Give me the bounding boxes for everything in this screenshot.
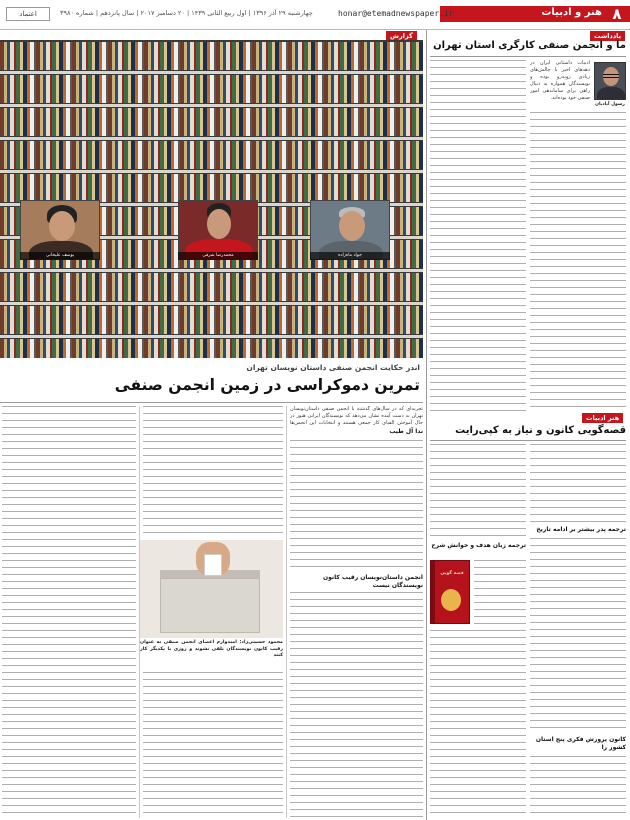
- report-tag: گزارش: [386, 31, 417, 41]
- art-literature-tag: هنر ادبیات: [582, 413, 623, 423]
- sidebar-title: ما و انجمن صنفی کارگری استان تهران: [433, 40, 626, 51]
- story-intro: تجربه‌ای که در سال‌های گذشته با انجمن صنفی داستان‌نویسان تهران به دست آمده نشان می‌دهد که نویسندگان ایرانی هنوز در حال آموختن الفبای کار جمعی هستند و انتخابات این انجمن‌ها: [290, 406, 423, 426]
- second-column-left-a: [430, 444, 526, 538]
- sidebar-divider: [426, 30, 427, 820]
- portrait-right-caption: جواد ماه‌زاده: [310, 252, 390, 260]
- shelf-plank: [0, 104, 423, 107]
- ballot-box-caption: محمود حسینی‌زاد: امیدوارم اعضای انجمن صنفی به عنوان رقیب کانون نویسندگان تلقی نشوند و روزی با یکدیگر کار کنند: [140, 640, 283, 659]
- author-photo: [594, 62, 626, 100]
- story-column-2b: [143, 672, 283, 818]
- story-column-2a: [143, 406, 283, 534]
- column-divider: [139, 406, 140, 818]
- portrait-center-caption: محمدرضا شرفی: [178, 252, 258, 260]
- second-story-title: قصه‌گویی کانون و نیاز به کپی‌رایت: [455, 425, 626, 436]
- portrait-left-caption: یوسف علیخانی: [20, 252, 100, 260]
- second-column-right-c: [530, 756, 626, 818]
- section-title: هنر و ادبیات: [541, 7, 602, 18]
- page-number: ۸: [612, 5, 622, 23]
- portrait-right: [310, 200, 390, 260]
- story-byline: ندا آل طیب: [389, 428, 423, 435]
- author-name: رسول آبادیان: [595, 102, 625, 107]
- bookshelf-row: [0, 141, 423, 169]
- shelf-plank: [0, 269, 423, 272]
- sidebar-column-right: [530, 112, 626, 412]
- bookshelf-row: [0, 306, 423, 334]
- story-column-1b: [290, 592, 423, 818]
- newspaper-logo: اعتماد: [6, 7, 50, 21]
- note-tag: یادداشت: [590, 31, 625, 41]
- second-column-left-c: [430, 630, 526, 818]
- portrait-center: [178, 200, 258, 260]
- column-divider: [286, 406, 287, 818]
- main-photo: [0, 40, 423, 358]
- book-illustration: [441, 589, 461, 611]
- sidebar-intro: ادبیات داستانی ایران در دهه‌های اخیر با چالش‌های زیادی روبه‌رو بوده و نویسندگان همواره به دنبال راهی برای ساماندهی امور صنفی خود بوده‌اند.: [530, 60, 590, 101]
- portrait-left: [20, 200, 100, 260]
- second-column-right-a: [530, 444, 626, 524]
- section-email: honar@etemadnewspaper.ir: [338, 9, 454, 18]
- book-title: قصه گویی: [440, 571, 464, 576]
- shelf-plank: [0, 170, 423, 173]
- story-column-1a: [290, 440, 423, 570]
- second-subhead-2: ترجمه زبان هدف و خوانش شرح: [431, 542, 526, 549]
- story-column-3: [2, 406, 136, 818]
- second-title-rule: [430, 440, 626, 441]
- story-subhead: انجمن داستان‌نویسان رقیب کانون نویسندگان نیست: [323, 574, 423, 589]
- story-kicker: اندر حکایت انجمن صنفی داستان نویسان تهران: [246, 363, 420, 372]
- second-subhead-1: ترجمه پدر بیشتر بر ادامه تاریخ: [536, 526, 626, 533]
- bookshelf-row: [0, 108, 423, 136]
- bookshelf-row: [0, 339, 423, 358]
- second-column-left-b: [474, 560, 526, 626]
- second-subhead-3: کانون پرورش فکری پنج استان کشور را: [535, 736, 626, 751]
- headline-rule: [0, 402, 423, 403]
- bookshelf-row: [0, 174, 423, 202]
- date-line: چهارشنبه ۲۹ آذر ۱۳۹۶ | اول ربیع الثانی ۱۴۳۹ | ۲۰ دسامبر ۲۰۱۷ | سال پانزدهم | شماره ۳۹۸۰: [60, 9, 313, 17]
- shelf-plank: [0, 137, 423, 140]
- sidebar-title-rule: [430, 56, 626, 57]
- shelf-plank: [0, 335, 423, 338]
- book-cover: [430, 560, 470, 624]
- bookshelf-row: [0, 75, 423, 103]
- bookshelf-row: [0, 42, 423, 70]
- story-headline: تمرین دموکراسی در زمین انجمن صنفی: [114, 376, 420, 394]
- shelf-plank: [0, 302, 423, 305]
- page-header: [0, 0, 630, 30]
- ballot-box-photo: [140, 540, 283, 638]
- sidebar-column-left: [430, 60, 526, 412]
- shelf-plank: [0, 71, 423, 74]
- second-column-right-b: [530, 538, 626, 734]
- bookshelf-row: [0, 273, 423, 301]
